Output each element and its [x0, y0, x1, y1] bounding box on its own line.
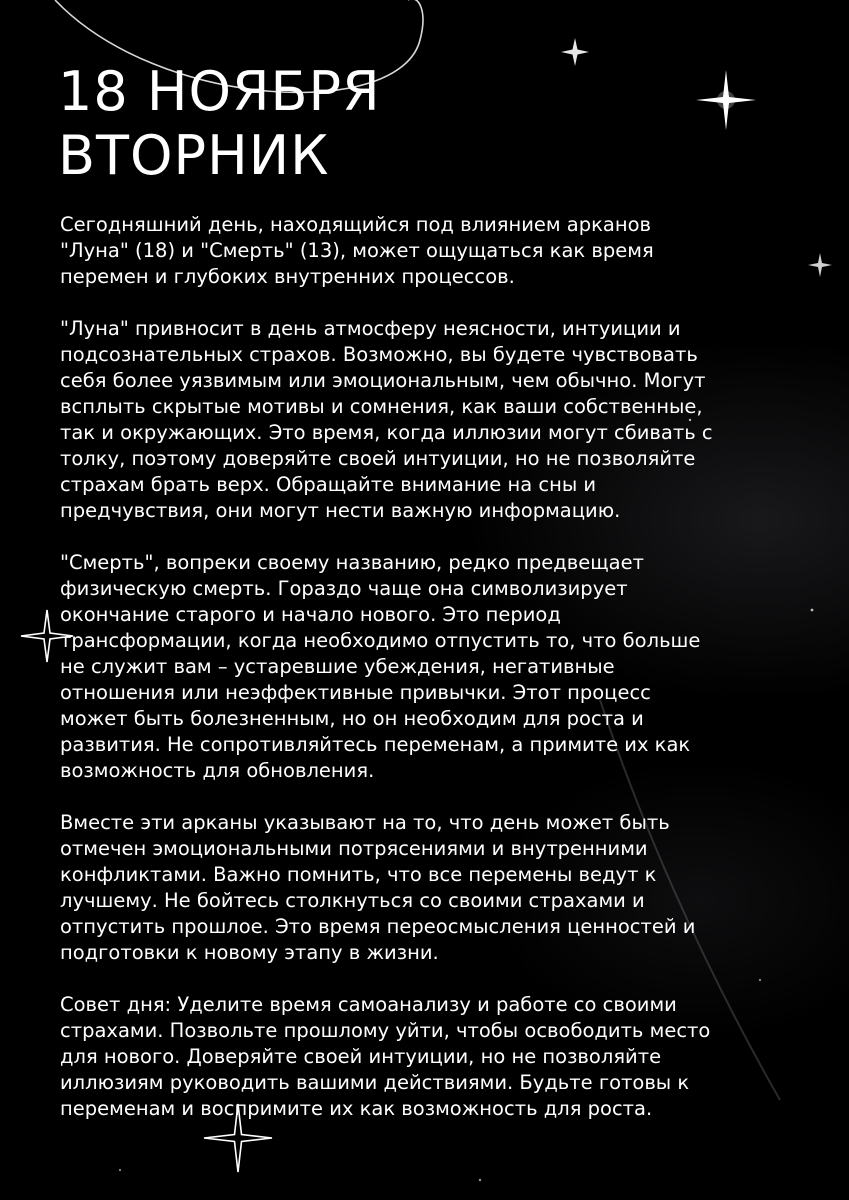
sparkle-star-icon — [561, 38, 589, 66]
sparkle-star-icon — [808, 253, 832, 277]
death-paragraph: "Смерть", вопреки своему названию, редко предвещает физическую смерть. Гораздо чаще она символизирует окончание старого и начало нового. Это период трансформации, когда необходимо отпустить то, что больше не служит вам – устаревшие убеждения, негативные отношения или неэффективные привычки. Этот процесс может быть болезненным, но он необходим для роста и развития. Не сопротивляйтесь переменам, а примите их как возможность для обновления. — [60, 551, 701, 782]
intro-paragraph: Сегодняшний день, находящийся под влиянием арканов "Луна" (18) и "Смерть" (13), может ощущаться как время перемен и глубоких внутренних процессов. — [60, 213, 654, 288]
combined-paragraph: Вместе эти арканы указывают на то, что день может быть отмечен эмоциональными потрясениями и внутренними конфликтами. Важно помнить, что все перемены ведут к лучшему. Не бойтесь столкнуться со своими страхами и отпустить прошлое. Это время переосмысления ценностей и подготовки к новому этапу в жизни. — [60, 811, 696, 964]
page-title — [58, 60, 381, 188]
advice-paragraph: Совет дня: Уделите время самоанализу и работе со своими страхами. Позвольте прошлому уйти, чтобы освободить место для нового. Доверяйте своей интуиции, но не позволяйте иллюзиям руководить вашими действиями. Будьте готовы к переменам и воспримите их как возможность для роста. — [60, 993, 711, 1120]
sparkle-star-icon — [696, 70, 756, 130]
date-heading: 18 НОЯБРЯ — [58, 60, 381, 123]
weekday-heading: ВТОРНИК — [58, 124, 330, 187]
forecast-text — [60, 212, 780, 1148]
moon-paragraph: "Луна" привносит в день атмосферу неясности, интуиции и подсознательных страхов. Возможно, вы будете чувствовать себя более уязвимым или эмоциональным, чем обычно. Могут всплыть скрытые мотивы и сомнения, как ваши собственные, так и окружающих. Это время, когда иллюзии могут сбивать с толку, поэтому доверяйте своей интуиции, но не позволяйте страхам брать верх. Обращайте внимание на сны и предчувствия, они могут нести важную информацию. — [60, 317, 713, 522]
